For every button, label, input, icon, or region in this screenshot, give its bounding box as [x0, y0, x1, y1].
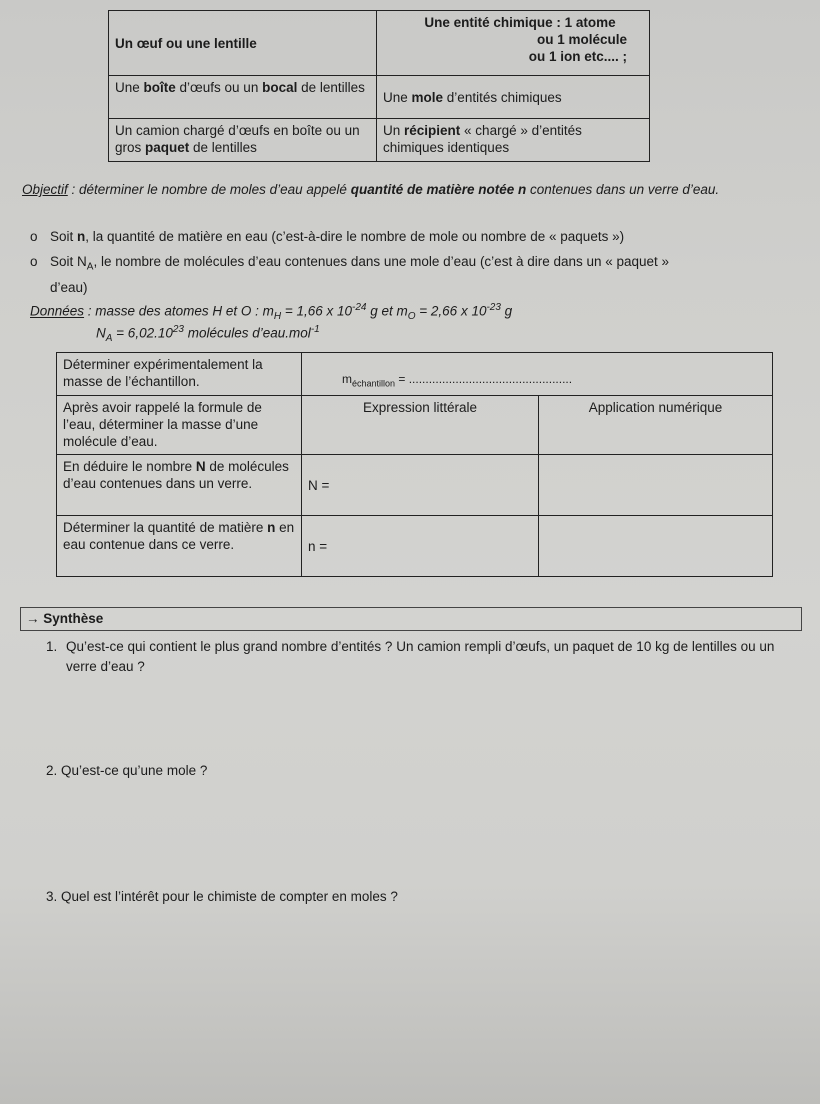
synthese-title: → Synthèse	[26, 611, 104, 626]
cell-answer-blank[interactable]	[539, 455, 773, 516]
cell-text: n =	[308, 538, 328, 554]
table-row	[57, 353, 773, 396]
cell-instruction	[57, 455, 302, 516]
data-label: Données	[30, 303, 85, 319]
cell-text: Un œuf ou une lentille	[115, 35, 257, 51]
cell-text: ou 1 molécule	[536, 32, 627, 47]
question-3: 3. Quel est l’intérêt pour le chimiste de compter en moles ?	[46, 889, 398, 904]
objective-label: Objectif	[22, 182, 68, 197]
answer-dotted-line[interactable]: = .................................................	[395, 371, 573, 386]
cell-text: « chargé » d’entités chimiques identiques	[383, 123, 582, 155]
data-text: = 1,66 x 10	[281, 303, 353, 319]
objective-text: contenues dans un verre d’eau.	[526, 182, 720, 197]
list-item	[30, 252, 800, 298]
bullet-text-bold: n	[77, 229, 86, 244]
cell-text: Une	[115, 80, 144, 95]
table-row	[57, 455, 773, 516]
data-text: : masse des atomes H et O : m	[84, 303, 274, 319]
table-row	[57, 396, 773, 455]
cell-text-bold: boîte	[143, 80, 176, 95]
table-row	[109, 76, 650, 119]
table-row	[109, 119, 650, 162]
objective-emphasis: quantité de matière notée n	[350, 182, 527, 197]
data-subscript: A	[105, 333, 113, 345]
question-text: Qu’est-ce qui contient le plus grand nombre d’entités ? Un camion rempli d’œufs, un paquet de 10 kg de lentilles ou un verre d’eau ?	[66, 639, 775, 674]
cell-text-bold: récipient	[404, 123, 461, 138]
data-text: g	[500, 303, 513, 319]
objective-text: : déterminer le nombre de moles d’eau appelé	[67, 182, 351, 197]
circle-bullet-icon: o	[30, 254, 38, 269]
circle-bullet-icon: o	[30, 229, 38, 244]
cell-header: Expression littérale	[362, 400, 478, 415]
cell-text-bold: n	[267, 520, 276, 535]
cell-instruction	[57, 516, 302, 577]
cell-text: ou 1 ion etc.... ;	[528, 49, 627, 64]
cell-answer-n-moles[interactable]	[302, 516, 539, 577]
cell-text: de molécules d’eau contenues dans un verre.	[63, 459, 289, 491]
data-text: N	[96, 325, 106, 341]
cell-box	[109, 76, 377, 119]
bullet-text: , le nombre de molécules d’eau contenues dans une mole d’eau (c’est à dire dans un « paquet »	[93, 254, 670, 269]
question-1	[46, 637, 796, 677]
bullet-subscript: A	[86, 261, 94, 273]
cell-text: d’œufs ou un	[175, 80, 263, 95]
bullet-text: Soit N	[50, 254, 87, 269]
cell-text: En déduire le nombre	[63, 459, 196, 474]
data-exponent: -23	[486, 302, 501, 313]
bullet-text: d’eau)	[50, 279, 88, 295]
cell-chemical-entity	[377, 11, 650, 76]
synthese-header-box	[20, 607, 802, 631]
question-number: 1.	[46, 639, 58, 654]
data-exponent: -24	[352, 302, 367, 313]
bullet-text: Soit	[50, 229, 78, 244]
cell-egg	[109, 11, 377, 76]
cell-mole	[377, 76, 650, 119]
data-text: molécules d’eau.mol	[183, 325, 311, 341]
entity-comparison-table	[108, 10, 650, 162]
cell-header: Application numérique	[588, 400, 723, 415]
cell-numeric-application[interactable]	[539, 396, 773, 455]
cell-text: Un	[383, 123, 405, 138]
cell-text-bold: paquet	[145, 140, 190, 155]
data-subscript: H	[273, 311, 282, 323]
cell-text: en eau contenue dans ce verre.	[63, 520, 295, 552]
list-item	[30, 227, 800, 247]
cell-answer-n-molecules[interactable]	[302, 455, 539, 516]
cell-text: Une entité chimique : 1 atome	[424, 15, 616, 30]
table-row	[109, 11, 650, 76]
cell-text: Déterminer la quantité de matière	[63, 520, 268, 535]
cell-text-bold: mole	[411, 89, 444, 105]
cell-text-bold: bocal	[262, 80, 298, 95]
cell-text: Déterminer expérimentalement la masse de l’échantillon.	[63, 357, 263, 389]
cell-text: Un camion chargé d’œufs en boîte ou un gros	[115, 123, 360, 155]
data-text: = 2,66 x 10	[415, 303, 487, 319]
cell-container	[377, 119, 650, 162]
cell-truck	[109, 119, 377, 162]
avogadro-line	[96, 320, 320, 349]
cell-text-bold: N	[195, 459, 206, 474]
cell-instruction	[57, 353, 302, 396]
table-row	[57, 516, 773, 577]
cell-text: m	[342, 371, 352, 386]
cell-text: N =	[308, 477, 330, 493]
data-subscript: O	[407, 311, 416, 323]
data-text: g et m	[366, 303, 408, 319]
cell-instruction	[57, 396, 302, 455]
cell-text: Après avoir rappelé la formule de l’eau, déterminer la masse d’une molécule d’eau.	[63, 400, 262, 449]
cell-subscript: échantillon	[352, 378, 396, 388]
data-text: = 6,02.10	[112, 325, 173, 341]
cell-text: de lentilles	[297, 80, 365, 95]
question-2: 2. Qu’est-ce qu’une mole ?	[46, 763, 208, 778]
cell-text: d’entités chimiques	[443, 89, 562, 105]
cell-text: Une	[383, 89, 412, 105]
cell-text: de lentilles	[189, 140, 257, 155]
data-exponent: 23	[172, 324, 184, 335]
cell-answer-mass[interactable]	[302, 353, 773, 396]
cell-literal-expression[interactable]	[302, 396, 539, 455]
data-exponent: -1	[310, 324, 320, 335]
cell-answer-blank[interactable]	[539, 516, 773, 577]
bullet-text: , la quantité de matière en eau (c’est-à-dire le nombre de mole ou nombre de « paquets »)	[85, 229, 625, 244]
calculation-table	[56, 352, 773, 577]
objective	[22, 180, 802, 200]
